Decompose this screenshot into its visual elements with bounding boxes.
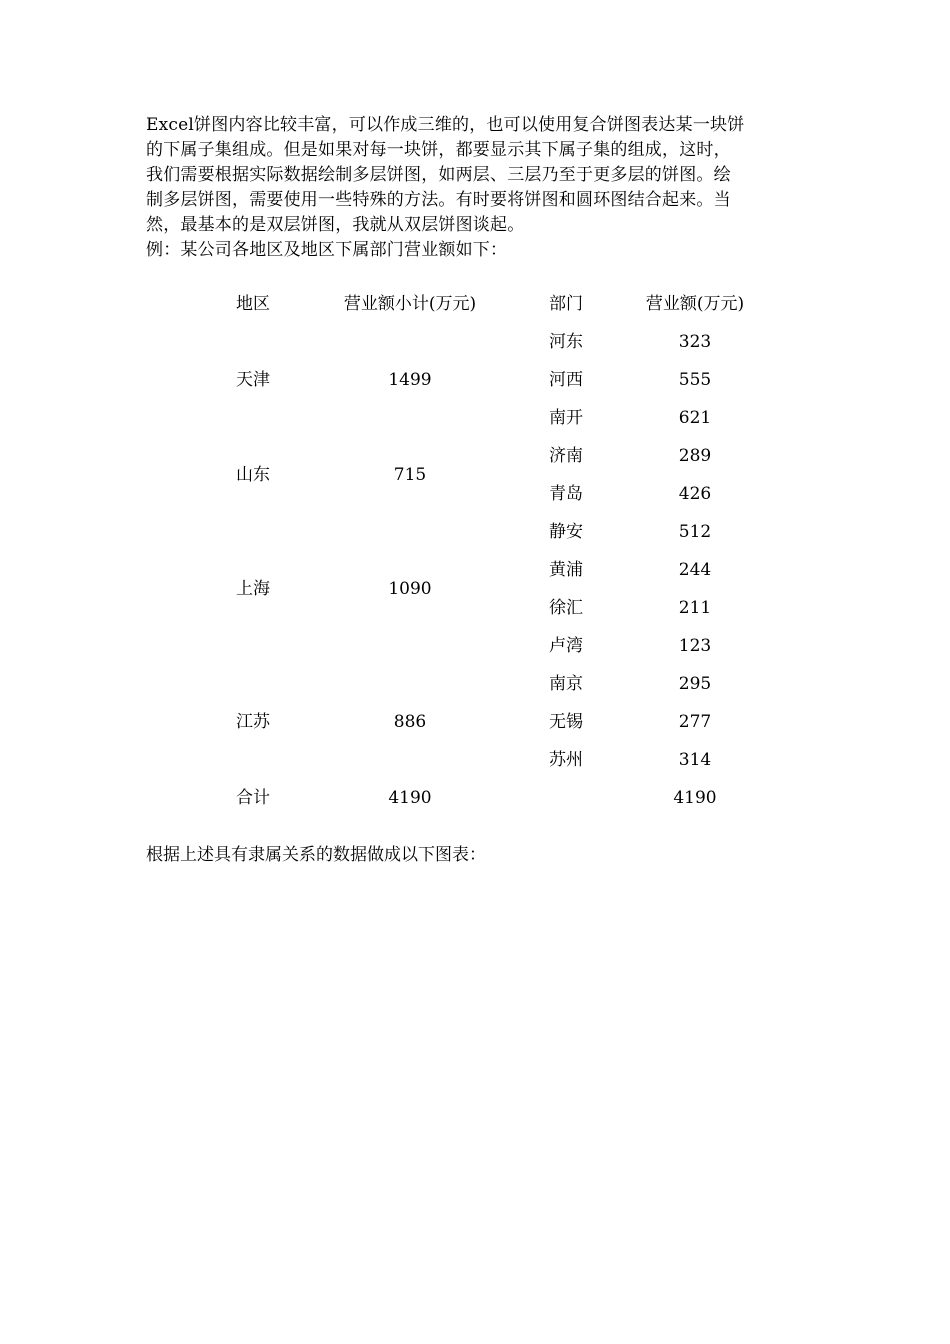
total-label: 合计: [236, 788, 270, 808]
dept-name: 无锡: [549, 712, 583, 732]
region-subtotal: 715: [393, 465, 427, 485]
dept-name: 济南: [549, 446, 583, 466]
footer-text: 根据上述具有隶属关系的数据做成以下图表：: [146, 845, 486, 865]
dept-amount: 323: [678, 332, 712, 352]
total-subtotal: 4190: [388, 788, 432, 808]
dept-amount: 426: [678, 484, 712, 504]
dept-amount: 244: [678, 560, 712, 580]
dept-amount: 289: [678, 446, 712, 466]
dept-name: 南开: [549, 408, 583, 428]
dept-name: 青岛: [549, 484, 583, 504]
dept-amount: 123: [678, 636, 712, 656]
intro-line: 的下属子集组成。但是如果对每一块饼，都要显示其下属子集的组成，这时，: [146, 140, 731, 160]
intro-paragraph: [146, 113, 808, 263]
dept-name: 苏州: [549, 750, 583, 770]
total-amount: 4190: [673, 788, 717, 808]
dept-name: 南京: [549, 674, 583, 694]
dept-amount: 512: [678, 522, 712, 542]
header-region: 地区: [236, 294, 270, 314]
region-name: 上海: [236, 579, 270, 599]
dept-name: 静安: [549, 522, 583, 542]
dept-amount: 621: [678, 408, 712, 428]
region-name: 江苏: [236, 712, 270, 732]
dept-amount: 314: [678, 750, 712, 770]
dept-name: 徐汇: [549, 598, 583, 618]
dept-amount: 295: [678, 674, 712, 694]
region-subtotal: 886: [393, 712, 427, 732]
region-name: 山东: [236, 465, 270, 485]
intro-line: 我们需要根据实际数据绘制多层饼图，如两层、三层乃至于更多层的饼图。绘: [146, 165, 731, 185]
region-subtotal: 1090: [388, 579, 432, 599]
region-name: 天津: [236, 370, 270, 390]
region-subtotal: 1499: [388, 370, 432, 390]
intro-line: 然，最基本的是双层饼图，我就从双层饼图谈起。: [146, 215, 525, 235]
dept-name: 河东: [549, 332, 583, 352]
dept-name: 河西: [549, 370, 583, 390]
dept-amount: 277: [678, 712, 712, 732]
sales-table: [0, 285, 950, 817]
header-dept: 部门: [549, 294, 583, 314]
intro-line: 制多层饼图，需要使用一些特殊的方法。有时要将饼图和圆环图结合起来。当: [146, 190, 731, 210]
dept-name: 黄浦: [549, 560, 583, 580]
intro-line: 例：某公司各地区及地区下属部门营业额如下：: [146, 240, 508, 260]
dept-amount: 555: [678, 370, 712, 390]
dept-amount: 211: [678, 598, 712, 618]
dept-name: 卢湾: [549, 636, 583, 656]
header-subtotal: 营业额小计(万元): [343, 294, 477, 314]
header-amount: 营业额(万元): [645, 294, 745, 314]
intro-line: Excel饼图内容比较丰富，可以作成三维的，也可以使用复合饼图表达某一块饼: [146, 115, 745, 135]
